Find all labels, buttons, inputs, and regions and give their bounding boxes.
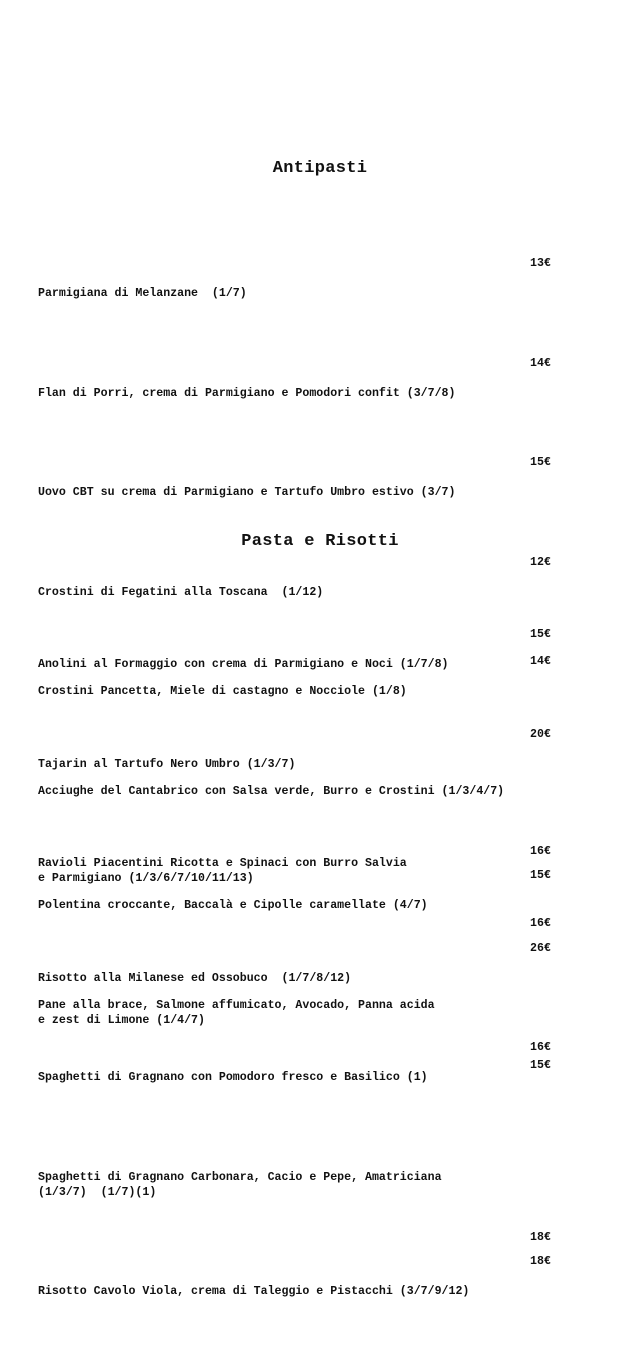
item-price: 15€ (530, 456, 551, 469)
menu-item (38, 826, 560, 931)
item-price: 12€ (530, 555, 551, 569)
item-name: Polentina croccante, Baccalà e Cipolle caramellate (4/7) (38, 899, 428, 912)
item-price: 16€ (530, 917, 551, 930)
item-name: Spaghetti di Gragnano Carbonara, Cacio e Pepe, Amatriciana (1/3/7) (1/7)(1) (38, 1170, 442, 1199)
menu-item (38, 941, 560, 1031)
menu-item (38, 1040, 560, 1130)
item-price: 15€ (530, 628, 551, 641)
item-name: Parmigiana di Melanzane (1/7) (38, 287, 247, 300)
item-price: 14€ (530, 655, 551, 668)
item-name: Pane alla brace, Salmone affumicato, Avocado, Panna acida e zest di Limone (1/4/7) (38, 998, 435, 1027)
item-price: 16€ (530, 844, 551, 858)
section-title-antipasti: Antipasti (272, 159, 368, 178)
item-price: 15€ (530, 1058, 551, 1072)
item-price: 26€ (530, 941, 551, 955)
item-name: Risotto alla Milanese ed Ossobuco (1/7/8/12) (38, 971, 352, 985)
menu-item (38, 1254, 560, 1344)
menu-item (38, 256, 560, 346)
item-name: Crostini di Fegatini alla Toscana (1/12) (38, 585, 324, 599)
menu-item (38, 356, 560, 446)
menu-item (38, 1140, 560, 1245)
item-price: 20€ (530, 727, 551, 741)
menu-item (38, 727, 560, 817)
item-name: Tajarin al Tartufo Nero Umbro (1/3/7) (38, 757, 296, 771)
item-name: Uovo CBT su crema di Parmigiano e Tartufo Umbro estivo (3/7) (38, 486, 456, 499)
item-name: Flan di Porri, crema di Parmigiano e Pomodori confit (3/7/8) (38, 386, 456, 400)
item-price: 18€ (530, 1230, 551, 1244)
item-name: Crostini Pancetta, Miele di castagno e Nocciole (1/8) (38, 685, 407, 698)
menu-item (38, 627, 560, 717)
pasta-list (38, 627, 560, 1354)
item-name: Acciughe del Cantabrico con Salsa verde, Burro e Crostini (1/3/4/7) (38, 784, 505, 798)
item-name: Spaghetti di Gragnano con Pomodoro fresco e Basilico (1) (38, 1071, 428, 1084)
item-name: Risotto Cavolo Viola, crema di Taleggio e Pistacchi (3/7/9/12) (38, 1285, 470, 1298)
item-price: 15€ (530, 869, 551, 882)
item-price: 18€ (530, 1255, 551, 1268)
section-title-pasta: Pasta e Risotti (241, 532, 399, 551)
item-price: 14€ (530, 356, 551, 370)
item-price: 16€ (530, 1041, 551, 1054)
item-name: Anolini al Formaggio con crema di Parmigiano e Noci (1/7/8) (38, 658, 449, 671)
item-name: Ravioli Piacentini Ricotta e Spinaci con Burro Salvia e Parmigiano (1/3/6/7/10/11/13) (38, 857, 407, 885)
item-price: 13€ (530, 257, 551, 270)
